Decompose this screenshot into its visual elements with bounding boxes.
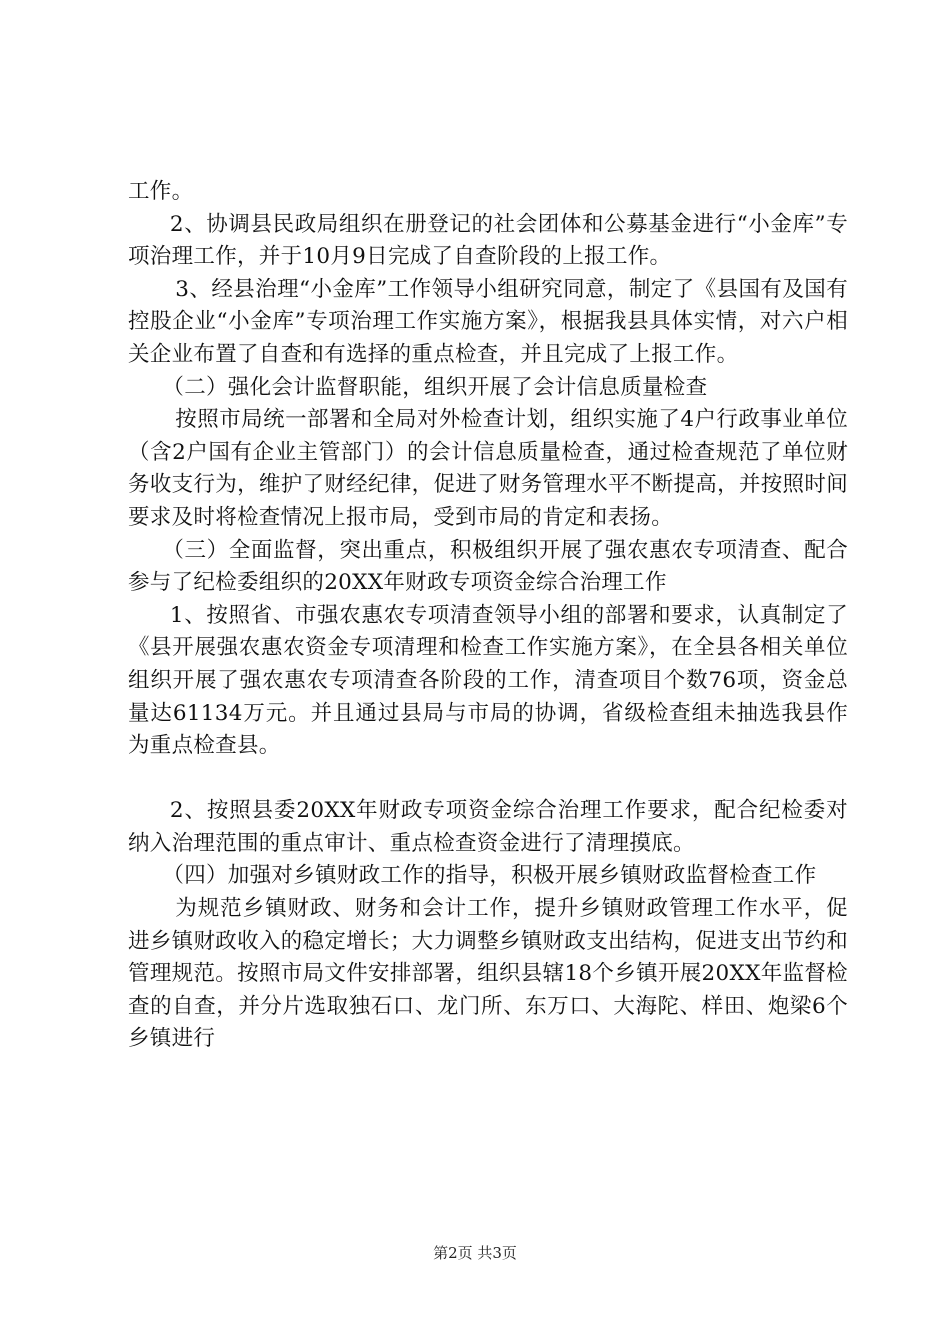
paragraph-item-2: 2、协调县民政局组织在册登记的社会团体和公募基金进行“小金库”专项治理工作，并于10月9日完成了自查阶段的上报工作。 — [128, 211, 848, 270]
section-heading-2: （二）强化会计监督职能，组织开展了会计信息质量检查 — [162, 374, 708, 400]
paragraph-section-3-item-1: 1、按照省、市强农惠农专项清查领导小组的部署和要求，认真制定了《县开展强农惠农资金专项清理和检查工作实施方案》，在全县各相关单位组织开展了强农惠农专项清查各阶段的工作，清查项目个数76项，资金总量达61134万元。并且通过县局与市局的协调，省级检查组未抽选我县作为重点检查县。 — [128, 602, 848, 759]
document-body — [128, 176, 848, 1056]
paragraph-continuation: 工作。 — [128, 179, 194, 204]
section-heading-3: （三）全面监督，突出重点，积极组织开展了强农惠农专项清查、配合参与了纪检委组织的20XX年财政专项资金综合治理工作 — [128, 537, 848, 596]
section-heading-4: （四）加强对乡镇财政工作的指导，积极开展乡镇财政监督检查工作 — [162, 863, 817, 889]
paragraph-section-4-body: 为规范乡镇财政、财务和会计工作，提升乡镇财政管理工作水平，促进乡镇财政收入的稳定增长；大力调整乡镇财政支出结构，促进支出节约和管理规范。按照市局文件安排部署，组织县辖18个乡镇开展20XX年监督检查的自查，并分片选取独石口、龙门所、东万口、大海陀、样田、炮梁6个乡镇进行 — [128, 896, 848, 1052]
paragraph-spacer — [128, 763, 848, 796]
page-footer: 第2页 共3页 — [433, 1244, 517, 1262]
paragraph-section-3-item-2: 2、按照县委20XX年财政专项资金综合治理工作要求，配合纪检委对纳入治理范围的重点审计、重点检查资金进行了清理摸底。 — [128, 798, 848, 856]
paragraph-section-2-body: 按照市局统一部署和全局对外检查计划，组织实施了4户行政事业单位（含2户国有企业主管部门）的会计信息质量检查，通过检查规范了单位财务收支行为，维护了财经纪律，促进了财务管理水平不断提高，并按照时间要求及时将检查情况上报市局，受到市局的肯定和表扬。 — [128, 407, 848, 530]
paragraph-item-3: 3、经县治理“小金库”工作领导小组研究同意，制定了《县国有及国有控股企业“小金库”专项治理工作实施方案》，根据我县具体实情，对六户相关企业布置了自查和有选择的重点检查，并且完成了上报工作。 — [128, 276, 848, 367]
